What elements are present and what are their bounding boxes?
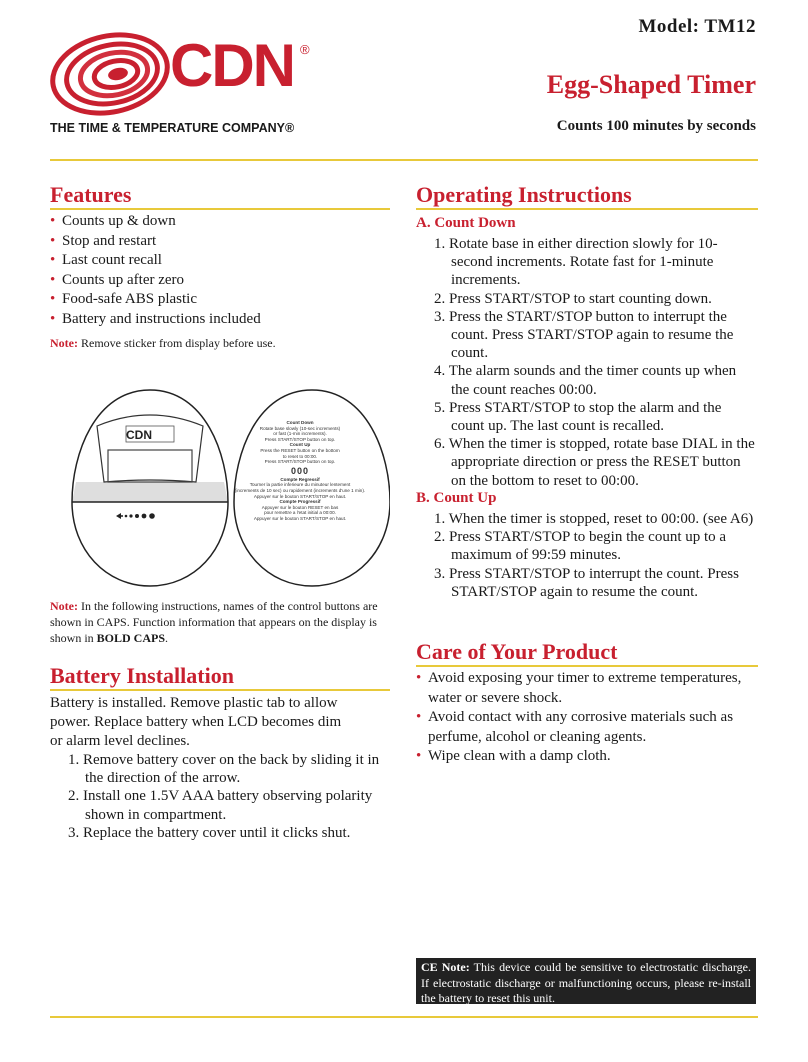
battery-steps	[52, 751, 390, 842]
care-list	[416, 669, 758, 767]
features-list	[50, 212, 390, 330]
model-number: Model: TM12	[638, 16, 756, 37]
front-logo-text: CDN	[126, 428, 152, 442]
care-rule	[416, 665, 758, 667]
note-label: Note:	[50, 599, 78, 613]
product-title: Egg-Shaped Timer	[546, 70, 756, 99]
note-bold-text: BOLD CAPS	[96, 631, 166, 645]
list-item: 1. When the timer is stopped, reset to 00:00. (see A6)	[434, 511, 754, 527]
list-item: • Battery and instructions included	[50, 310, 390, 330]
list-item: 2. Install one 1.5V AAA battery observing polarity shown in compartment.	[68, 788, 373, 823]
instructions-note: Note: In the following instructions, names of the control buttons are shown in CAPS. Function information that appears on the display is shown in BOLD CAPS.	[50, 599, 378, 645]
list-item: • Avoid exposing your timer to extreme temperatures, water or severe shock.	[416, 669, 758, 708]
product-subtitle: Counts 100 minutes by seconds	[556, 118, 756, 134]
care-heading: Care of Your Product	[416, 639, 618, 664]
countdown-heading: A. Count Down	[416, 215, 516, 231]
list-item: 3. Replace the battery cover until it clicks shut.	[68, 824, 351, 841]
list-item: • Avoid contact with any corrosive materials such as perfume, alcohol or cleaning agents.	[416, 708, 758, 747]
countup-steps	[418, 510, 758, 601]
list-item: • Counts up & down	[50, 212, 390, 232]
list-item: 4. The alarm sounds and the timer counts up when the count reaches 00:00.	[434, 363, 737, 398]
list-item: • Stop and restart	[50, 232, 390, 252]
list-item: • Counts up after zero	[50, 271, 390, 291]
list-item: 3. Press the START/STOP button to interrupt the count. Press START/STOP again to resume the count.	[434, 308, 734, 362]
battery-heading: Battery Installation	[50, 663, 234, 688]
ce-note-label: CE Note:	[421, 960, 470, 974]
registered-mark: ®	[300, 42, 310, 57]
countdown-steps	[418, 235, 758, 490]
battery-intro: Battery is installed. Remove plastic tab to allow power. Replace battery when LCD becomes dim or alarm level declines.	[50, 695, 342, 750]
header-divider	[50, 159, 758, 161]
list-item: • Last count recall	[50, 251, 390, 271]
features-heading: Features	[50, 182, 132, 207]
cdn-swirl-logo-icon	[50, 28, 175, 120]
note-text: Remove sticker from display before use.	[80, 336, 276, 350]
operating-rule	[416, 208, 758, 210]
list-item: 2. Press START/STOP to begin the count up to a maximum of 99:59 minutes.	[434, 529, 727, 564]
list-item: 6. When the timer is stopped, rotate base DIAL in the appropriate direction or press the RESET button on the bottom to reset to 00:00.	[434, 436, 755, 489]
features-note	[50, 335, 390, 351]
list-item: 1. Rotate base in either direction slowly for 10-second increments. Rotate fast for 1-minute increments.	[434, 236, 718, 289]
operating-heading: Operating Instructions	[416, 182, 632, 207]
ce-note-text: This device could be sensitive to electrostatic discharge. If electrostatic discharge or malfunctioning occurs, please re-install the battery to reset this unit.	[421, 960, 751, 1005]
features-rule	[50, 208, 390, 210]
note-text: In the following instructions, names of the control buttons are shown in CAPS. Function information that appears on the display is shown in	[50, 599, 378, 645]
list-item: 1. Remove battery cover on the back by sliding it in the direction of the arrow.	[68, 752, 380, 787]
note-label: Note:	[50, 336, 78, 350]
list-item: 3. Press START/STOP to interrupt the count. Press START/STOP again to resume the count.	[434, 565, 739, 600]
list-item: • Wipe clean with a damp cloth.	[416, 747, 758, 767]
brand-logo-text: CDN	[170, 32, 294, 99]
back-label-text: Count Down Rotate base slowly (10-sec increments) or fast (1-min increments). Press START/STOP button on top. Count Up Press the RESET button on the bottom to reset to 00:00. Press START/STOP button on top. 000 Compte Regressif Tourner la partie inferieure du minuteur lentement (increments de 10 sec) ou rapidement (increments d'une 1 min). Appuyer sur le bouton START/STOP en haut. Compte Progressif Appuyer sur le bouton RESET en bas pour remettre a l'etat initial a 00:00. Appuyer sur le bouton START/STOP en haut.	[234, 420, 366, 521]
battery-rule	[50, 689, 390, 691]
ce-note-box	[416, 958, 756, 1004]
list-item: 5. Press START/STOP to stop the alarm and the count up. The last count is recalled.	[434, 399, 722, 435]
list-item: • Food-safe ABS plastic	[50, 290, 390, 310]
countup-heading: B. Count Up	[416, 490, 497, 506]
footer-divider	[50, 1016, 758, 1018]
list-item: 2. Press START/STOP to start counting down.	[434, 290, 712, 307]
company-tagline: THE TIME & TEMPERATURE COMPANY®	[50, 121, 295, 135]
